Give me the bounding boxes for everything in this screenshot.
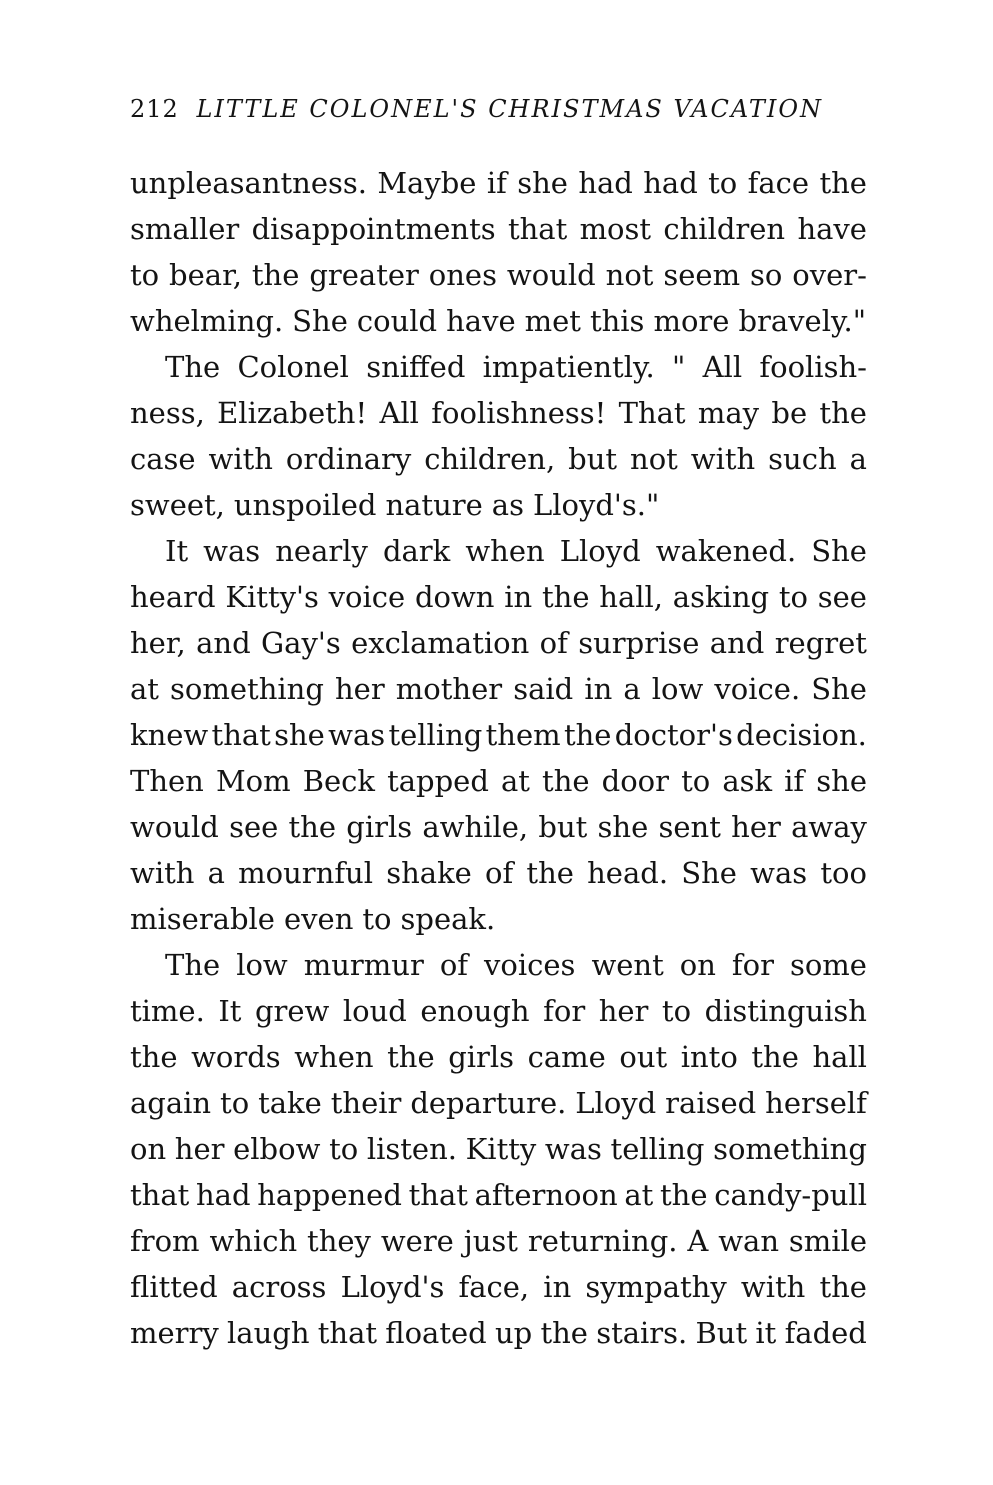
word: telling (388, 718, 483, 752)
text-line (130, 988, 867, 1034)
word: Kitty (465, 1132, 537, 1166)
word: heard (130, 580, 216, 614)
text-line (130, 160, 867, 206)
word: would (130, 810, 219, 844)
word: to (708, 166, 738, 200)
word: case (130, 442, 196, 476)
word: away (791, 810, 867, 844)
word: hall, (599, 580, 664, 614)
word: the (540, 1316, 588, 1350)
word: in (543, 1270, 572, 1304)
word: the (130, 1040, 178, 1074)
word: awhile, (422, 810, 529, 844)
text-line (130, 1218, 867, 1264)
text-line (130, 390, 867, 436)
word: girls (448, 1040, 515, 1074)
word: that (317, 1316, 378, 1350)
word: she (517, 166, 568, 200)
word: have (446, 304, 516, 338)
word: take (258, 1086, 322, 1120)
word: the (751, 1040, 799, 1074)
word: All (702, 350, 743, 384)
word: with (690, 442, 756, 476)
word: when (465, 534, 545, 568)
word: Kitty's (225, 580, 319, 614)
text-line (130, 942, 867, 988)
word: her (598, 994, 649, 1028)
word: she (274, 718, 325, 752)
word: time. (130, 994, 205, 1028)
word: face, (458, 1270, 530, 1304)
word: whelming. (130, 304, 284, 338)
word: wakened. (655, 534, 797, 568)
word: ordinary (285, 442, 412, 476)
word: She (292, 304, 348, 338)
word: Lloyd's." (532, 488, 660, 522)
word: the (251, 258, 300, 292)
word: they (307, 1224, 371, 1258)
word: again (130, 1086, 212, 1120)
word: had (196, 1178, 251, 1212)
word: happened (257, 1178, 402, 1212)
text-line (130, 850, 867, 896)
word: floated (385, 1316, 487, 1350)
text-line (130, 804, 867, 850)
word: knew (130, 718, 209, 752)
word: the (542, 764, 590, 798)
word: Gay's (261, 626, 341, 660)
word: raised (665, 1086, 757, 1120)
word: voice (328, 580, 406, 614)
word: murmur (303, 948, 424, 982)
word: distinguish (704, 994, 867, 1028)
word: to (220, 1086, 250, 1120)
word: too (820, 856, 867, 890)
word: Colonel (237, 350, 349, 384)
word: " (672, 350, 686, 384)
word: Beck (302, 764, 375, 798)
word: exclamation (351, 626, 530, 660)
word: something (713, 1132, 867, 1166)
word: to (661, 994, 692, 1028)
text-line (130, 758, 867, 804)
word: hall (812, 1040, 867, 1074)
word: which (209, 1224, 298, 1258)
text-line (130, 574, 867, 620)
word: have (797, 212, 867, 246)
word: more (653, 304, 730, 338)
word: It (218, 994, 242, 1028)
word: but (538, 810, 588, 844)
text-line (130, 298, 867, 344)
word: with (740, 1270, 806, 1304)
word: door (601, 764, 669, 798)
page-number: 212 (130, 95, 179, 123)
word: ness, (130, 396, 205, 430)
word: be (771, 396, 808, 430)
word: out (619, 1040, 668, 1074)
word: and (709, 626, 765, 660)
word: head. (587, 856, 669, 890)
word: girls (346, 810, 413, 844)
word: bear, (169, 258, 242, 292)
text-line (130, 1264, 867, 1310)
word: enough (420, 994, 530, 1028)
word: in (504, 580, 533, 614)
word: flitted (130, 1270, 218, 1304)
word: were (380, 1224, 454, 1258)
word: was (203, 534, 261, 568)
word: at (130, 672, 159, 706)
text-line (130, 206, 867, 252)
word: Elizabeth! (217, 396, 368, 430)
word: such (768, 442, 837, 476)
word: But (695, 1316, 748, 1350)
word: greater (309, 258, 419, 292)
word: low (236, 948, 288, 982)
word: met (524, 304, 581, 338)
word: was (328, 718, 386, 752)
word: tapped (387, 764, 489, 798)
word: for (731, 948, 774, 982)
word: with (130, 856, 195, 890)
word: the (288, 810, 337, 844)
word: Then (130, 764, 204, 798)
word: stairs. (596, 1316, 688, 1350)
word: said (513, 672, 574, 706)
word: the (387, 1040, 435, 1074)
word: disappointments (251, 212, 496, 246)
word: came (527, 1040, 606, 1074)
word: low (651, 672, 704, 706)
word: even (283, 902, 354, 936)
word: of (485, 856, 514, 890)
word: Lloyd's (340, 1270, 445, 1304)
word: the (541, 580, 590, 614)
word: her (731, 810, 781, 844)
word: smile (788, 1224, 867, 1258)
word: of (439, 948, 469, 982)
word: them (485, 718, 561, 752)
word: her (335, 672, 385, 706)
word: with (208, 442, 273, 476)
word: across (231, 1270, 327, 1304)
word: departure. (410, 1086, 567, 1120)
word: miserable (130, 902, 275, 936)
word: smaller (130, 212, 240, 246)
word: Lloyd (575, 1086, 657, 1120)
word: sweet, (130, 488, 225, 522)
word: foolish- (759, 350, 867, 384)
word: telling (610, 1132, 705, 1166)
word: regret (774, 626, 867, 660)
word: see (817, 580, 867, 614)
word: loud (342, 994, 407, 1028)
word: that (408, 1178, 468, 1212)
text-line (130, 436, 867, 482)
word: on (130, 1132, 167, 1166)
word: for (543, 994, 586, 1028)
word: children, (424, 442, 556, 476)
word: sniffed (366, 350, 466, 384)
word: on (679, 948, 716, 982)
running-header (130, 95, 870, 123)
word: as (491, 488, 524, 522)
text-line (130, 896, 867, 942)
word: into (680, 1040, 738, 1074)
word: could (356, 304, 438, 338)
word: She (811, 534, 867, 568)
word: in (584, 672, 613, 706)
word: the (819, 1270, 867, 1304)
word: ones (428, 258, 497, 292)
word: she (597, 810, 649, 844)
text-line (130, 666, 867, 712)
word: her (174, 1132, 225, 1166)
word: She (811, 672, 867, 706)
word: this (589, 304, 645, 338)
word: returning. (527, 1224, 678, 1258)
word: doctor's (614, 718, 733, 752)
word: shake (386, 856, 472, 890)
text-line (130, 482, 867, 528)
word: would (506, 258, 596, 292)
word: if (784, 764, 805, 798)
word: wan (718, 1224, 780, 1258)
word: sent (658, 810, 721, 844)
word: grew (254, 994, 330, 1028)
word: their (330, 1086, 402, 1120)
word: Mom (215, 764, 291, 798)
word: at (624, 1178, 654, 1212)
word: candy-pull (714, 1178, 867, 1212)
word: surprise (578, 626, 700, 660)
word: a (623, 672, 641, 706)
word: see (229, 810, 279, 844)
word: the (526, 856, 574, 890)
word: from (130, 1224, 200, 1258)
word: All (379, 396, 419, 430)
word: that (130, 1178, 190, 1212)
word: to (681, 764, 711, 798)
word: may (697, 396, 760, 430)
word: was (544, 1132, 602, 1166)
word: had (643, 166, 698, 200)
text-line (130, 712, 867, 758)
word: nature (385, 488, 483, 522)
word: of (539, 626, 568, 660)
word: to (329, 1132, 359, 1166)
word: went (591, 948, 664, 982)
text-line (130, 344, 867, 390)
text-line (130, 620, 867, 666)
word: most (579, 212, 652, 246)
word: the (819, 166, 867, 200)
word: over- (792, 258, 867, 292)
word: up (494, 1316, 533, 1350)
word: nearly (275, 534, 368, 568)
word: face (747, 166, 810, 200)
word: foolishness! (431, 396, 607, 430)
text-line (130, 528, 867, 574)
text-line (130, 1126, 867, 1172)
word: that (211, 718, 271, 752)
word: not (605, 258, 654, 292)
word: asking (672, 580, 770, 614)
word: mournful (238, 856, 374, 890)
word: she (816, 764, 867, 798)
word: unpleasantness. (130, 166, 367, 200)
text-line (130, 1310, 867, 1356)
word: impatiently. (482, 350, 655, 384)
word: at (501, 764, 530, 798)
word: the (819, 396, 867, 430)
word: something (170, 672, 324, 706)
word: the (563, 718, 612, 752)
word: sympathy (585, 1270, 727, 1304)
word: ask (722, 764, 773, 798)
word: a (849, 442, 867, 476)
word: decision. (736, 718, 867, 752)
word: to (778, 580, 808, 614)
word: voice. (714, 672, 801, 706)
running-title: LITTLE COLONEL'S CHRISTMAS VACATION (196, 95, 824, 123)
word: when (294, 1040, 374, 1074)
word: a (207, 856, 225, 890)
body-text (130, 160, 867, 1356)
word: Maybe (377, 166, 477, 200)
word: faded (784, 1316, 867, 1350)
word: That (618, 396, 686, 430)
text-line (130, 1080, 867, 1126)
word: some (789, 948, 867, 982)
word: mother (395, 672, 503, 706)
word: was (750, 856, 808, 890)
word: that (507, 212, 568, 246)
word: listen. (366, 1132, 457, 1166)
word: afternoon (474, 1178, 618, 1212)
text-line (130, 1172, 867, 1218)
word: children (663, 212, 786, 246)
word: elbow (233, 1132, 321, 1166)
word: her, (130, 626, 186, 660)
word: but (568, 442, 618, 476)
word: She (681, 856, 737, 890)
text-line (130, 1034, 867, 1080)
word: seem (663, 258, 741, 292)
word: A (687, 1224, 709, 1258)
word: herself (765, 1086, 867, 1120)
word: bravely." (738, 304, 867, 338)
word: dark (382, 534, 451, 568)
word: just (463, 1224, 518, 1258)
word: The (165, 350, 221, 384)
text-line (130, 252, 867, 298)
word: laugh (227, 1316, 310, 1350)
word: to (362, 902, 392, 936)
word: words (191, 1040, 281, 1074)
word: so (750, 258, 783, 292)
word: voices (484, 948, 576, 982)
word: the (660, 1178, 708, 1212)
word: speak. (400, 902, 496, 936)
word: had (578, 166, 633, 200)
word: unspoiled (233, 488, 377, 522)
word: to (130, 258, 160, 292)
word: Lloyd (559, 534, 641, 568)
word: it (755, 1316, 777, 1350)
word: not (630, 442, 678, 476)
word: merry (130, 1316, 219, 1350)
word: and (196, 626, 251, 660)
word: down (414, 580, 495, 614)
word: The (165, 948, 221, 982)
word: It (165, 534, 189, 568)
word: if (486, 166, 507, 200)
